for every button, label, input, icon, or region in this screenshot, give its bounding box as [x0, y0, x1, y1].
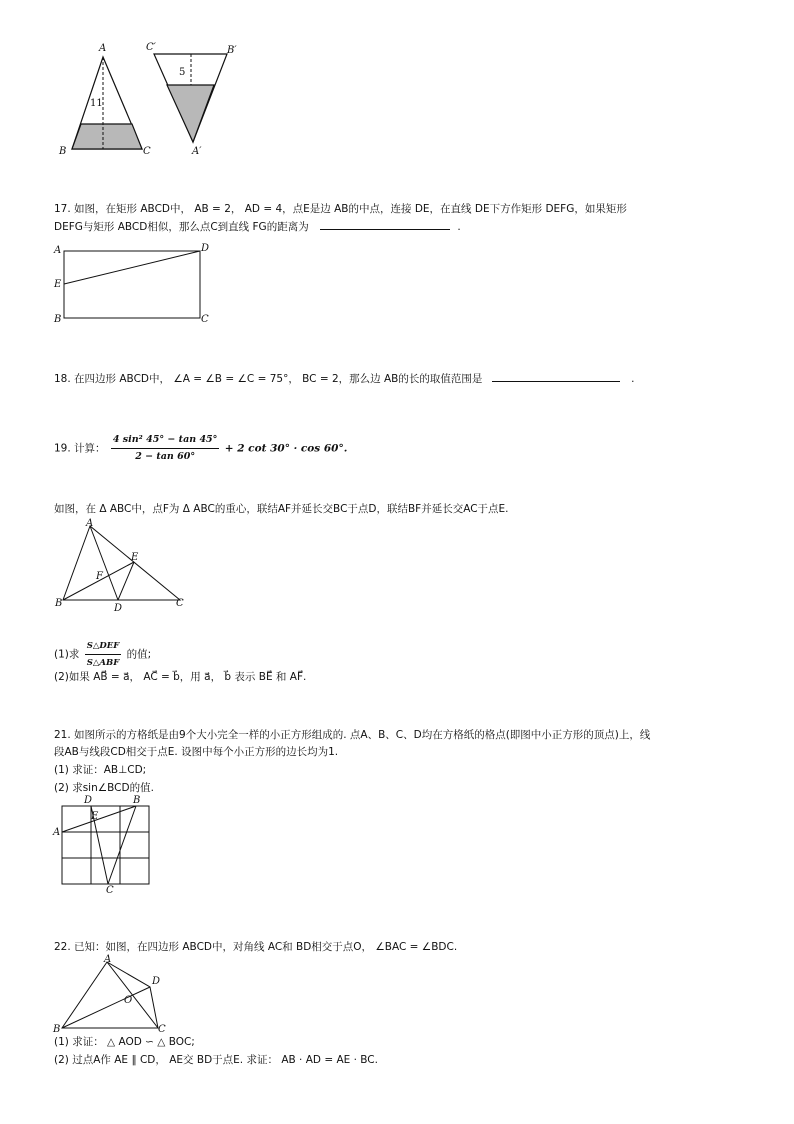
q19-numerator: 4 sin² 45° − tan 45°	[111, 432, 220, 449]
label-D: D	[84, 795, 93, 806]
q17-line2: DEFG与矩形 ABCD相似，那么点C到直线 FG的距离为	[54, 221, 309, 233]
q19-prefix: 19. 计算：	[54, 442, 106, 455]
figure-q21	[50, 792, 165, 894]
label-A: A	[53, 827, 61, 838]
q18-line	[54, 372, 634, 386]
label-A: A	[99, 43, 107, 54]
label-D: D	[201, 243, 210, 254]
q19-denominator: 2 − tan 60°	[135, 451, 196, 462]
q20-p1-fraction	[85, 638, 122, 671]
label-B: B	[59, 146, 67, 157]
label-11: 11	[90, 98, 103, 109]
label-E: E	[131, 552, 139, 563]
q20-p1-prefix: (1)求	[54, 648, 80, 661]
label-B-prime: B′	[227, 45, 237, 56]
label-B: B	[133, 795, 141, 806]
q21-part1: (1) 求证：AB⊥CD;	[54, 764, 147, 776]
q20-part2: (2)如果 AB⃗ = a⃗， AC⃗ = b⃗，用 a⃗， b⃗ 表示 BE⃗ 和 AF⃗.	[54, 671, 307, 683]
label-B: B	[55, 598, 63, 609]
q20-p1-suffix: 的值;	[126, 648, 152, 661]
label-C-prime: C′	[146, 42, 156, 53]
q22-part1: (1) 求证： △ AOD ∽ △ BOC;	[54, 1036, 195, 1048]
label-C: C	[106, 885, 114, 896]
q19-line	[54, 432, 347, 465]
label-A: A	[104, 954, 112, 965]
label-E: E	[54, 279, 62, 290]
q21-line1: 21. 如图所示的方格纸是由9个大小完全一样的小正方形组成的. 点A、B、C、D均在方格纸的格点(即图中小正方形的顶点)上，线	[54, 729, 651, 741]
label-O: O	[124, 995, 133, 1006]
label-D: D	[152, 976, 161, 987]
label-5: 5	[179, 67, 186, 78]
q21-part2: (2) 求sin∠BCD的值.	[54, 782, 154, 794]
q18-answer-blank[interactable]	[492, 381, 620, 382]
label-A-prime: A′	[192, 146, 202, 157]
q20-part1	[54, 638, 151, 671]
label-E: E	[91, 811, 99, 822]
figure-q20	[50, 516, 200, 614]
label-C: C	[201, 314, 209, 325]
label-B: B	[53, 1024, 61, 1035]
label-A: A	[86, 518, 94, 529]
label-B: B	[54, 314, 62, 325]
label-C: C	[158, 1024, 166, 1035]
q20-intro: 如图，在 Δ ABC中，点F为 Δ ABC的重心，联结AF并延长交BC于点D，联结BF并延长交AC于点E.	[54, 503, 509, 515]
q20-p1-denominator: S△ABF	[86, 658, 120, 668]
label-C: C	[176, 598, 184, 609]
label-C: C	[143, 146, 151, 157]
q17-end: .	[457, 221, 461, 233]
figure-q17	[50, 242, 220, 327]
label-D: D	[114, 603, 123, 614]
q17-line2-wrap	[54, 220, 461, 234]
q17-line1: 17. 如图，在矩形 ABCD中， AB = 2， AD = 4，点E是边 AB的中点，连接 DE，在直线 DE下方作矩形 DEFG，如果矩形	[54, 203, 627, 215]
q22-part2: (2) 过点A作 AE ∥ CD， AE交 BD于点E. 求证： AB · AD = AE · BC.	[54, 1054, 378, 1066]
q17-answer-blank[interactable]	[320, 229, 450, 230]
label-A: A	[54, 245, 62, 256]
q19-fraction	[111, 432, 220, 465]
label-F: F	[96, 571, 103, 582]
q21-line2: 段AB与线段CD相交于点E. 设图中每个小正方形的边长均为1.	[54, 746, 339, 758]
figure-q22	[50, 953, 180, 1038]
q20-p1-numerator: S△DEF	[85, 638, 122, 655]
q18-end: .	[631, 373, 635, 385]
q22-intro: 22. 已知：如图，在四边形 ABCD中，对角线 AC和 BD相交于点O， ∠BAC = ∠BDC.	[54, 941, 458, 953]
figure-q16	[50, 38, 250, 163]
q19-suffix: + 2 cot 30° · cos 60°.	[224, 442, 348, 455]
q18-text: 18. 在四边形 ABCD中， ∠A = ∠B = ∠C = 75°， BC = 2，那么边 AB的长的取值范围是	[54, 373, 483, 385]
